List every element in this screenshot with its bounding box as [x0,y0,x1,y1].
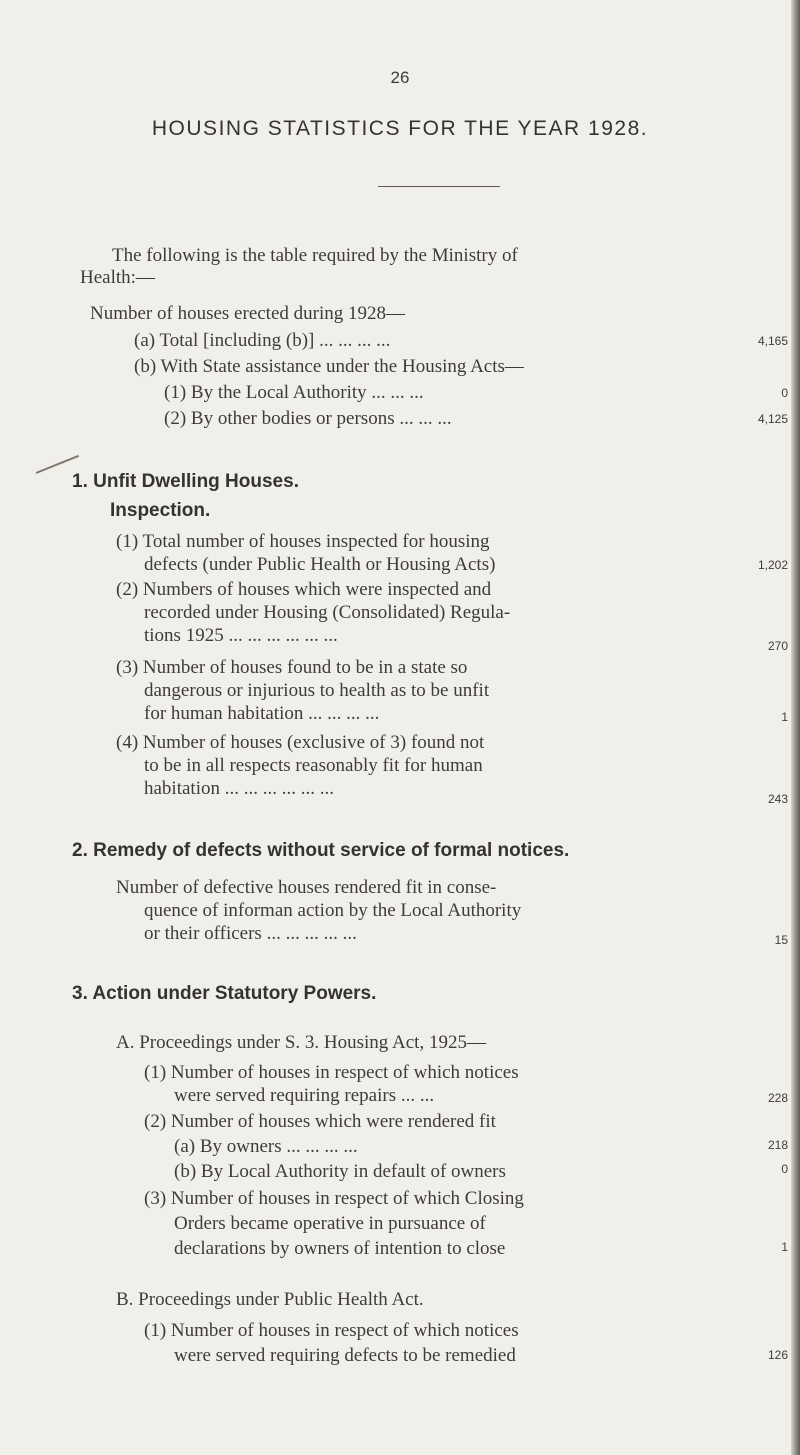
section-3-a2b-label: (b) By Local Authority in default of owners [174,1161,506,1182]
section-3-heading: 3. Action under Statutory Powers. [72,983,377,1004]
section-1-item-3-line-2: dangerous or injurious to health as to be unfit [144,680,490,701]
section-1-item-3-value: 1 [781,710,788,724]
section-3-b1-line-1: (1) Number of houses in respect of which notices [144,1320,519,1341]
section-3-a3-line-3: declarations by owners of intention to close [174,1238,506,1259]
section-1-item-3-line-1: (3) Number of houses found to be in a state so [116,657,468,678]
section-2-heading: 2. Remedy of defects without service of formal notices. [72,840,570,861]
section-2-line-3: or their officers ... ... ... ... ... [144,923,357,944]
houses-erected-b2-label: (2) By other bodies or persons ... ... ... [164,408,452,429]
section-1-item-4-line-3: habitation ... ... ... ... ... ... [144,778,334,799]
section-3-b-heading: B. Proceedings under Public Health Act. [116,1289,424,1310]
houses-erected-b1-value: 0 [781,386,788,400]
section-3-a3-line-1: (3) Number of houses in respect of which Closing [144,1188,524,1209]
section-3-b1-line-2: were served requiring defects to be remedied [174,1345,516,1366]
section-1-item-2-line-2: recorded under Housing (Consolidated) Regula- [144,602,511,623]
houses-erected-a-label: (a) Total [including (b)] ... ... ... ... [134,330,391,351]
houses-erected-b2-value: 4,125 [757,412,788,426]
section-3-a2a-value: 218 [767,1138,788,1152]
houses-erected-b-label: (b) With State assistance under the Housing Acts— [134,356,524,377]
section-1-item-1-line-2: defects (under Public Health or Housing Acts) [144,554,496,575]
section-1-item-4-value: 243 [767,792,788,806]
section-3-a3-value: 1 [781,1240,788,1254]
section-1-item-3-line-3: for human habitation ... ... ... ... [144,703,380,724]
section-1-subheading: Inspection. [110,500,211,521]
section-1-item-1-value: 1,202 [757,558,788,572]
houses-erected-b1-label: (1) By the Local Authority ... ... ... [164,382,424,403]
section-3-a3-line-2: Orders became operative in pursuance of [174,1213,486,1234]
section-3-a2-line-1: (2) Number of houses which were rendered fit [144,1111,496,1132]
section-1-heading: 1. Unfit Dwelling Houses. [72,471,299,492]
section-3-a1-line-1: (1) Number of houses in respect of which notices [144,1062,519,1083]
houses-erected-heading: Number of houses erected during 1928— [90,303,406,324]
intro-line-2: Health:— [80,267,155,288]
section-1-item-2-value: 270 [767,639,788,653]
page-number: 26 [390,68,410,87]
section-2-value: 15 [774,933,788,947]
houses-erected-a-value: 4,165 [757,334,788,348]
section-2-line-1: Number of defective houses rendered fit in conse- [116,877,497,898]
section-1-item-4-line-2: to be in all respects reasonably fit for human [144,755,483,776]
section-1-item-1-line-1: (1) Total number of houses inspected for housing [116,531,490,552]
section-1-item-2-line-1: (2) Numbers of houses which were inspected and [116,579,492,600]
section-3-a1-value: 228 [767,1091,788,1105]
page-title: HOUSING STATISTICS FOR THE YEAR 1928. [151,117,649,140]
section-3-a1-line-2: were served requiring repairs ... ... [174,1085,435,1106]
intro-line-1: The following is the table required by the Ministry of [112,245,518,266]
page-edge-shadow [791,0,800,1455]
section-3-b1-value: 126 [767,1348,788,1362]
section-1-item-4-line-1: (4) Number of houses (exclusive of 3) found not [116,732,485,753]
section-3-a2b-value: 0 [781,1162,788,1176]
section-2-line-2: quence of informan action by the Local Authority [144,900,522,921]
section-3-a-heading: A. Proceedings under S. 3. Housing Act, 1925— [116,1032,486,1053]
title-divider [378,186,500,187]
section-1-item-2-line-3: tions 1925 ... ... ... ... ... ... [144,625,338,646]
section-3-a2a-label: (a) By owners ... ... ... ... [174,1136,358,1157]
